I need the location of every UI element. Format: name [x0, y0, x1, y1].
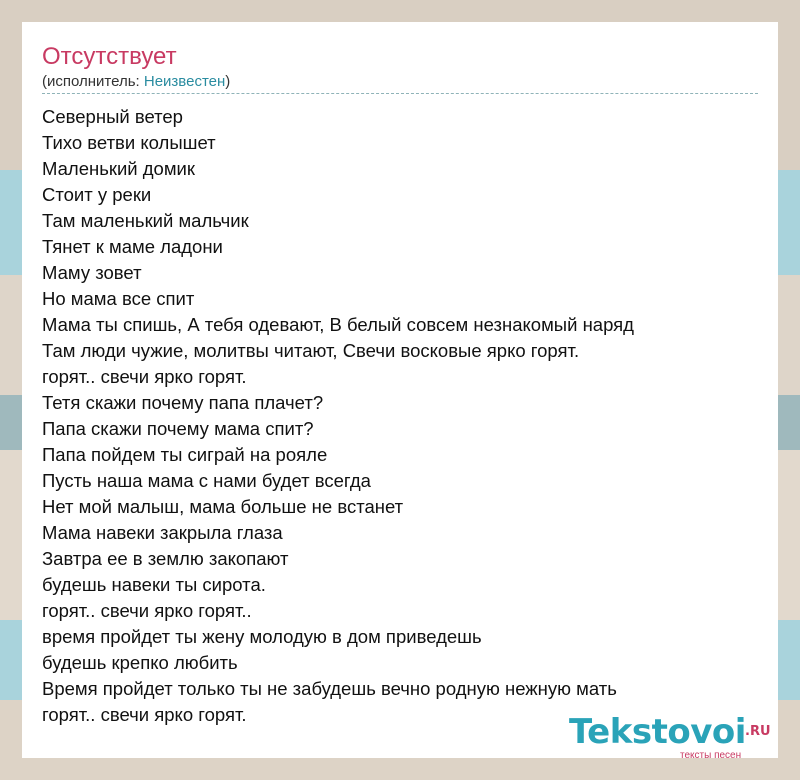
- logo-tagline: тексты песен: [680, 750, 742, 761]
- lyric-line: Пусть наша мама с нами будет всегда: [42, 470, 371, 491]
- title-divider: [42, 93, 758, 94]
- lyric-line: Мама ты спишь, А тебя одевают, В белый совсем незнакомый наряд: [42, 314, 634, 335]
- lyric-line: Маму зовет: [42, 262, 142, 283]
- artist-prefix: (исполнитель:: [42, 73, 144, 90]
- lyric-line: Папа скажи почему мама спит?: [42, 418, 314, 439]
- lyric-line: Завтра ее в землю закопают: [42, 548, 289, 569]
- logo-tld: .RU: [745, 724, 771, 739]
- lyric-line: Но мама все спит: [42, 288, 195, 309]
- lyrics-card: [22, 22, 778, 761]
- lyric-line: Время пройдет только ты не забудешь вечно родную нежную мать: [42, 678, 617, 699]
- lyric-line: Папа пойдем ты сиграй на рояле: [42, 444, 328, 465]
- lyric-line: время пройдет ты жену молодую в дом приведешь: [42, 626, 482, 647]
- lyrics-text: [42, 104, 634, 728]
- lyric-line: Маленький домик: [42, 158, 195, 179]
- lyric-line: Там люди чужие, молитвы читают, Свечи восковые ярко горят.: [42, 340, 580, 361]
- lyric-line: Тянет к маме ладони: [42, 236, 223, 257]
- lyric-line: Северный ветер: [42, 106, 183, 127]
- lyric-line: Мама навеки закрыла глаза: [42, 522, 283, 543]
- lyric-line: горят.. свечи ярко горят.: [42, 366, 247, 387]
- song-title: Отсутствует: [42, 43, 177, 70]
- lyric-line: будешь навеки ты сирота.: [42, 574, 266, 595]
- lyric-line: Стоит у реки: [42, 184, 152, 205]
- lyric-line: Нет мой малыш, мама больше не встанет: [42, 496, 404, 517]
- artist-line: [42, 73, 230, 91]
- logo-wordmark: Tekstovoi: [569, 712, 746, 752]
- site-logo[interactable]: [569, 712, 779, 761]
- lyric-line: Тихо ветви колышет: [42, 132, 216, 153]
- lyric-line: будешь крепко любить: [42, 652, 238, 673]
- lyric-line: горят.. свечи ярко горят..: [42, 600, 252, 621]
- lyric-line: Там маленький мальчик: [42, 210, 249, 231]
- lyric-line: горят.. свечи ярко горят.: [42, 704, 247, 725]
- artist-suffix: ): [225, 73, 231, 90]
- lyric-line: Тетя скажи почему папа плачет?: [42, 392, 324, 413]
- artist-link[interactable]: Неизвестен: [143, 73, 226, 90]
